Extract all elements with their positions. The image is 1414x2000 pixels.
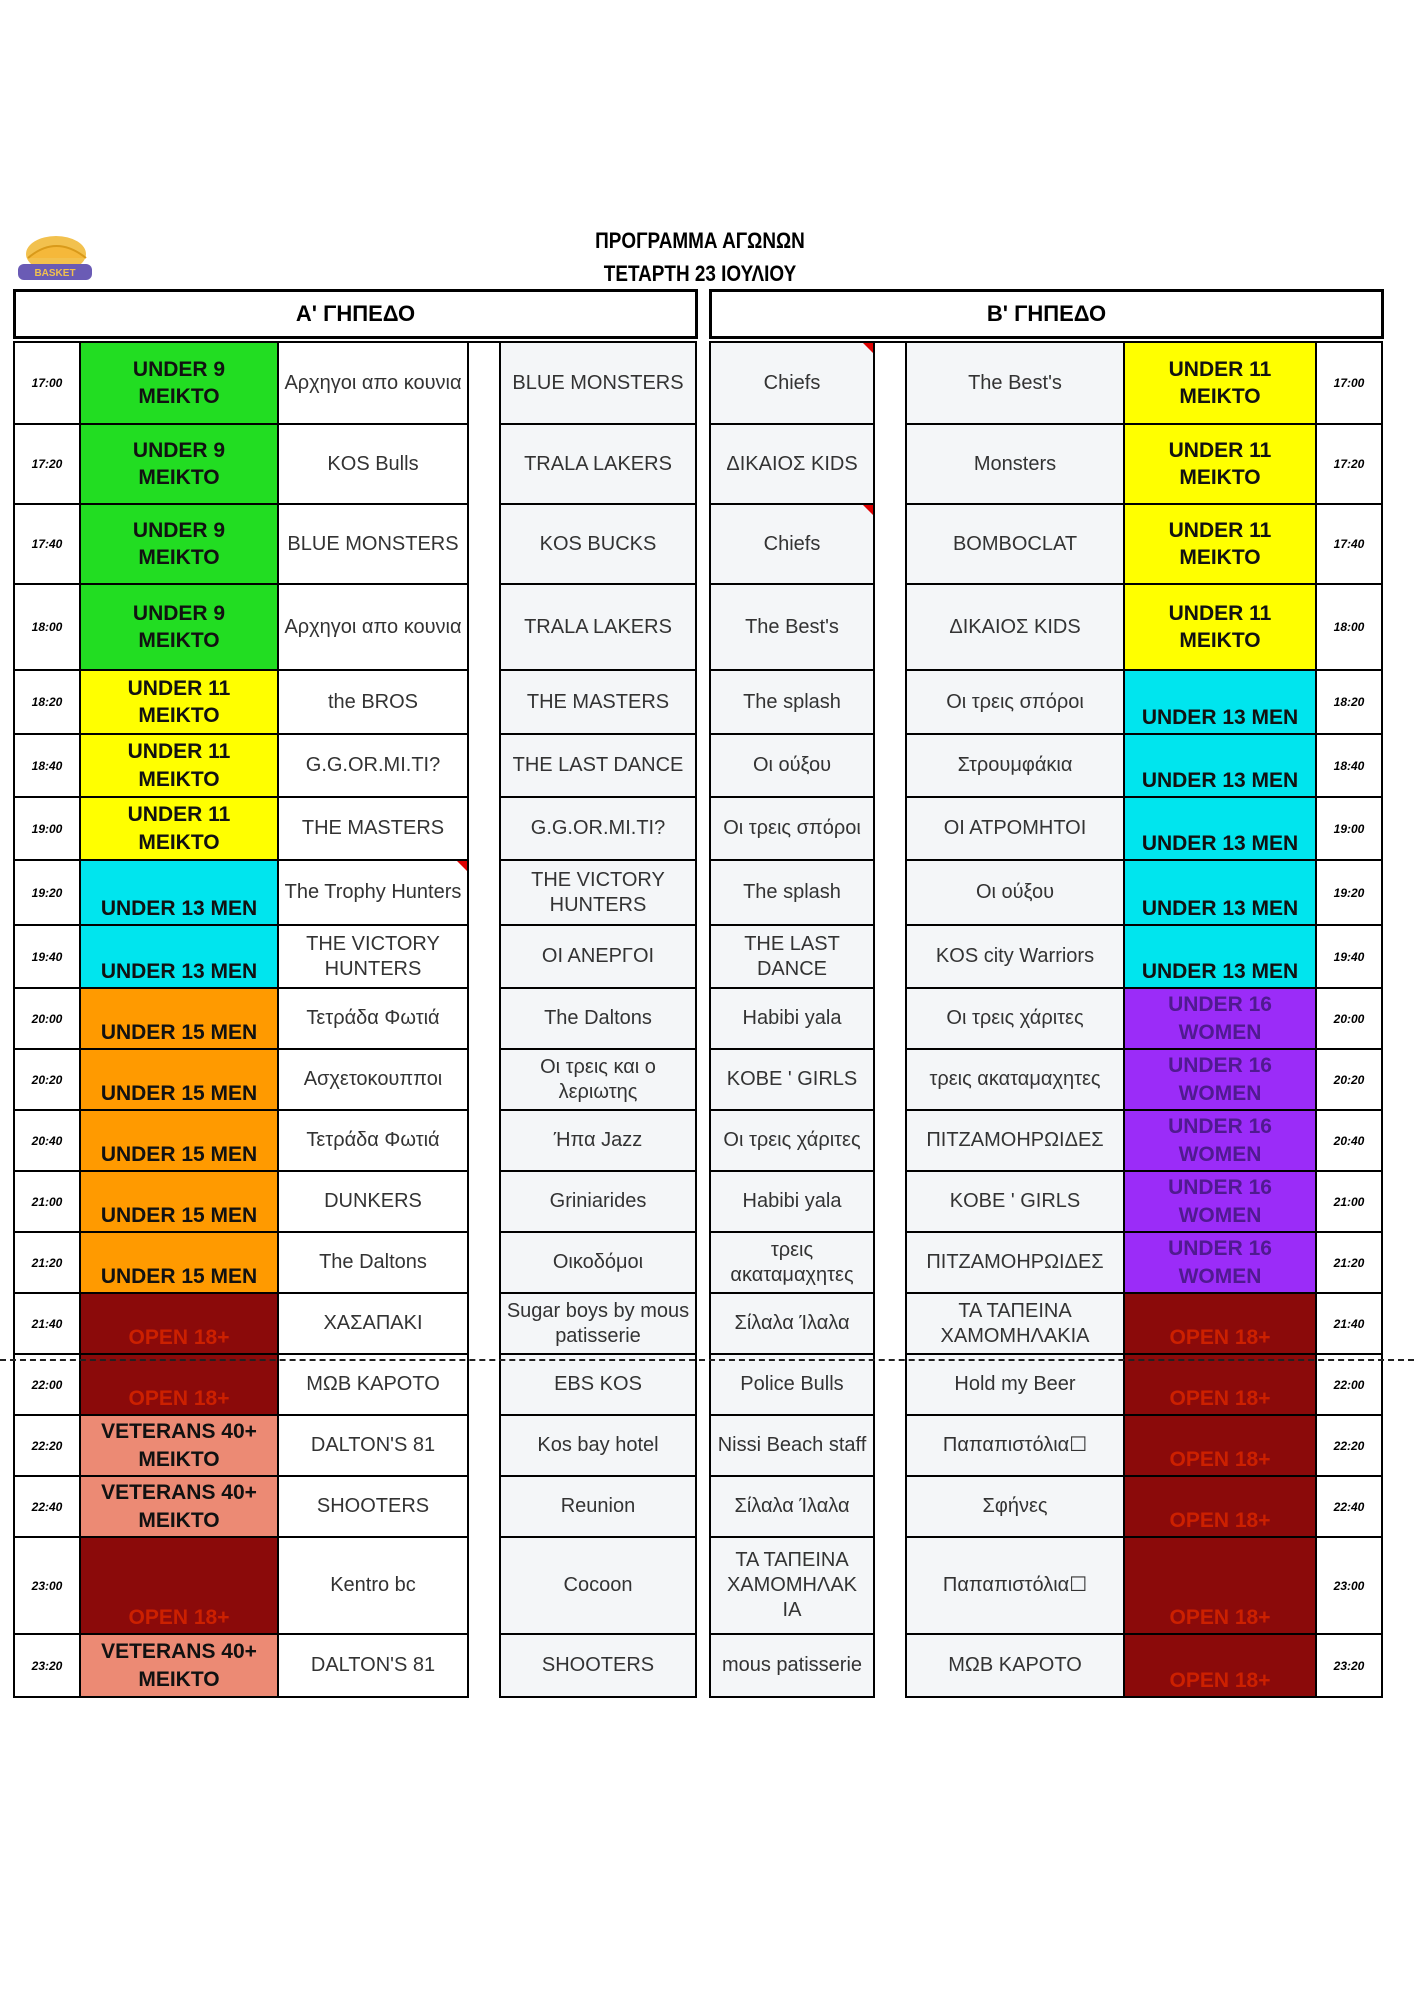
- team-away: Οικοδόμοι: [501, 1233, 697, 1294]
- time-slot: 22:00: [15, 1355, 81, 1416]
- court-b-schedule: [709, 341, 1383, 1698]
- time-slot: 19:00: [15, 798, 81, 861]
- time-slot: 17:40: [15, 505, 81, 585]
- category-label: UNDER 13 MEN: [1141, 959, 1299, 983]
- time-slot: 19:40: [15, 926, 81, 989]
- category-cell: [81, 1416, 279, 1477]
- page-break-line: [0, 1359, 1414, 1361]
- column-gap: [469, 585, 501, 671]
- team-home: Kentro bc: [279, 1538, 469, 1635]
- time-slot: 23:00: [15, 1538, 81, 1635]
- time-slot: 17:00: [1317, 343, 1383, 425]
- category-label: UNDER 13 MEN: [1141, 768, 1299, 792]
- team-away: ΠΙΤΖΑΜΟΗΡΩΙΔΕΣ: [907, 1233, 1125, 1294]
- column-gap: [875, 425, 907, 505]
- category-label: UNDER 11: [1168, 438, 1272, 462]
- time-slot: 23:20: [15, 1635, 81, 1698]
- category-cell: [81, 1477, 279, 1538]
- team-home: G.G.OR.MI.TI?: [279, 735, 469, 798]
- team-away: ΟΙ ΑΝΕΡΓΟΙ: [501, 926, 697, 989]
- team-home: Chiefs: [711, 505, 875, 585]
- category-cell: [81, 735, 279, 798]
- court-a-heading: Α' ΓΗΠΕΔΟ: [13, 289, 698, 339]
- team-home: KOBE ' GIRLS: [711, 1050, 875, 1111]
- category-label: WOMEN: [1178, 1020, 1262, 1044]
- time-slot: 20:20: [15, 1050, 81, 1111]
- team-away: ΤΑ ΤΑΠΕΙΝΑ ΧΑΜΟΜΗΛΑΚΙΑ: [907, 1294, 1125, 1355]
- team-home: Σίλαλα Ίλαλα: [711, 1477, 875, 1538]
- schedule-date: ΤΕΤΑΡΤΗ 23 ΙΟΥΛΙΟΥ: [603, 261, 797, 286]
- category-cell: [81, 1538, 279, 1635]
- team-home: Police Bulls: [711, 1355, 875, 1416]
- category-cell: [81, 1635, 279, 1698]
- team-away: G.G.OR.MI.TI?: [501, 798, 697, 861]
- category-cell: [1125, 1355, 1317, 1416]
- time-slot: 18:40: [1317, 735, 1383, 798]
- category-cell: [81, 989, 279, 1050]
- team-away: EBS KOS: [501, 1355, 697, 1416]
- team-home: THE MASTERS: [279, 798, 469, 861]
- team-home: Οι ούξου: [711, 735, 875, 798]
- category-label: UNDER 15 MEN: [100, 1203, 258, 1227]
- time-slot: 19:20: [15, 861, 81, 926]
- category-label: UNDER 11: [127, 740, 231, 764]
- team-home: BLUE MONSTERS: [279, 505, 469, 585]
- time-slot: 17:40: [1317, 505, 1383, 585]
- column-gap: [469, 861, 501, 926]
- category-label: ΜΕΙΚΤΟ: [138, 1447, 220, 1471]
- category-cell: [81, 671, 279, 735]
- column-gap: [469, 1233, 501, 1294]
- time-slot: 21:00: [15, 1172, 81, 1233]
- column-gap: [469, 1294, 501, 1355]
- team-away: Στρουμφάκια: [907, 735, 1125, 798]
- column-gap: [875, 1233, 907, 1294]
- category-cell: [1125, 1111, 1317, 1172]
- column-gap: [469, 1477, 501, 1538]
- column-gap: [469, 505, 501, 585]
- time-slot: 21:00: [1317, 1172, 1383, 1233]
- team-away: The Best's: [907, 343, 1125, 425]
- category-label: OPEN 18+: [1169, 1605, 1271, 1629]
- category-label: UNDER 16: [1168, 1237, 1272, 1261]
- time-slot: 21:40: [1317, 1294, 1383, 1355]
- category-label: UNDER 9: [132, 438, 226, 462]
- category-label: WOMEN: [1178, 1203, 1262, 1227]
- column-gap: [875, 1416, 907, 1477]
- team-home: The Best's: [711, 585, 875, 671]
- column-gap: [875, 671, 907, 735]
- category-label: OPEN 18+: [1169, 1386, 1271, 1410]
- team-away: SHOOTERS: [501, 1635, 697, 1698]
- category-label: ΜΕΙΚΤΟ: [1179, 385, 1261, 408]
- team-away: Παπαπιστόλια☐: [907, 1416, 1125, 1477]
- time-slot: 21:20: [1317, 1233, 1383, 1294]
- team-away: THE MASTERS: [501, 671, 697, 735]
- court-b-heading: Β' ΓΗΠΕΔΟ: [709, 289, 1384, 339]
- category-label: OPEN 18+: [128, 1605, 230, 1629]
- category-label: VETERANS 40+: [101, 1481, 257, 1505]
- category-label: ΜΕΙΚΤΟ: [138, 830, 220, 854]
- team-home: τρεις ακαταμαχητες: [711, 1233, 875, 1294]
- column-gap: [469, 1635, 501, 1698]
- column-gap: [875, 1050, 907, 1111]
- column-gap: [469, 343, 501, 425]
- team-home: DALTON'S 81: [279, 1635, 469, 1698]
- category-label: ΜΕΙΚΤΟ: [138, 767, 220, 791]
- column-gap: [875, 505, 907, 585]
- team-home: Chiefs: [711, 343, 875, 425]
- category-cell: [81, 1172, 279, 1233]
- column-gap: [469, 1172, 501, 1233]
- category-label: UNDER 15 MEN: [100, 1020, 258, 1044]
- category-cell: [1125, 735, 1317, 798]
- team-home: Αρχηγοι απο κουνια: [279, 585, 469, 671]
- category-cell: [81, 1233, 279, 1294]
- category-cell: [81, 798, 279, 861]
- time-slot: 18:00: [1317, 585, 1383, 671]
- schedule-title: ΠΡΟΓΡΑΜΜΑ ΑΓΩΝΩΝ: [595, 228, 805, 253]
- time-slot: 23:00: [1317, 1538, 1383, 1635]
- column-gap: [875, 926, 907, 989]
- category-cell: [81, 1294, 279, 1355]
- column-gap: [875, 1538, 907, 1635]
- team-away: Monsters: [907, 425, 1125, 505]
- category-label: UNDER 16: [1168, 1176, 1272, 1200]
- team-away: TRALA LAKERS: [501, 425, 697, 505]
- category-cell: [1125, 1416, 1317, 1477]
- time-slot: 20:00: [15, 989, 81, 1050]
- category-cell: [81, 585, 279, 671]
- category-cell: [81, 343, 279, 425]
- team-away: Reunion: [501, 1477, 697, 1538]
- category-label: ΜΕΙΚΤΟ: [1179, 629, 1261, 652]
- category-label: ΜΕΙΚΤΟ: [1179, 466, 1261, 489]
- category-cell: [1125, 585, 1317, 671]
- category-label: UNDER 11: [127, 676, 231, 700]
- team-home: The Daltons: [279, 1233, 469, 1294]
- category-label: UNDER 13 MEN: [100, 896, 258, 920]
- time-slot: 18:40: [15, 735, 81, 798]
- category-cell: [1125, 1538, 1317, 1635]
- time-slot: 20:40: [15, 1111, 81, 1172]
- comment-marker: [863, 505, 873, 515]
- category-cell: [1125, 1635, 1317, 1698]
- category-label: VETERANS 40+: [101, 1420, 257, 1444]
- team-away: Griniarides: [501, 1172, 697, 1233]
- time-slot: 21:40: [15, 1294, 81, 1355]
- team-away: Ήπα Jazz: [501, 1111, 697, 1172]
- category-label: ΜΕΙΚΤΟ: [138, 629, 220, 652]
- team-home: DUNKERS: [279, 1172, 469, 1233]
- column-gap: [875, 989, 907, 1050]
- team-away: ΠΙΤΖΑΜΟΗΡΩΙΔΕΣ: [907, 1111, 1125, 1172]
- team-away: Οι τρεις σπόροι: [907, 671, 1125, 735]
- category-cell: [81, 1050, 279, 1111]
- column-gap: [469, 1355, 501, 1416]
- team-home: Τετράδα Φωτιά: [279, 989, 469, 1050]
- column-gap: [875, 1111, 907, 1172]
- column-gap: [469, 671, 501, 735]
- category-label: ΜΕΙΚΤΟ: [138, 466, 220, 489]
- column-gap: [469, 1538, 501, 1635]
- team-home: The splash: [711, 861, 875, 926]
- team-home: Αρχηγοι απο κουνια: [279, 343, 469, 425]
- team-away: Hold my Beer: [907, 1355, 1125, 1416]
- time-slot: 22:40: [1317, 1477, 1383, 1538]
- column-gap: [875, 1635, 907, 1698]
- category-cell: [81, 926, 279, 989]
- time-slot: 17:20: [15, 425, 81, 505]
- team-away: Παπαπιστόλια☐: [907, 1538, 1125, 1635]
- team-home: Τετράδα Φωτιά: [279, 1111, 469, 1172]
- category-label: UNDER 15 MEN: [100, 1081, 258, 1105]
- category-cell: [81, 505, 279, 585]
- column-gap: [875, 861, 907, 926]
- team-away: BOMBOCLAT: [907, 505, 1125, 585]
- category-label: UNDER 16: [1168, 1054, 1272, 1078]
- team-away: Kos bay hotel: [501, 1416, 697, 1477]
- team-away: KOS city Warriors: [907, 926, 1125, 989]
- category-label: OPEN 18+: [1169, 1325, 1271, 1349]
- category-label: ΜΕΙΚΤΟ: [138, 385, 220, 408]
- time-slot: 17:20: [1317, 425, 1383, 505]
- column-gap: [469, 735, 501, 798]
- column-gap: [469, 1050, 501, 1111]
- category-label: OPEN 18+: [1169, 1508, 1271, 1532]
- time-slot: 22:00: [1317, 1355, 1383, 1416]
- category-cell: [1125, 798, 1317, 861]
- category-label: UNDER 11: [127, 803, 231, 827]
- svg-text:BASKET: BASKET: [34, 268, 76, 279]
- category-cell: [1125, 1294, 1317, 1355]
- team-home: Habibi yala: [711, 989, 875, 1050]
- time-slot: 18:20: [1317, 671, 1383, 735]
- team-home: Οι τρεις χάριτες: [711, 1111, 875, 1172]
- category-label: WOMEN: [1178, 1142, 1262, 1166]
- team-home: DALTON'S 81: [279, 1416, 469, 1477]
- team-home: ΤΑ ΤΑΠΕΙΝΑ ΧΑΜΟΜΗΛΑΚ ΙΑ: [711, 1538, 875, 1635]
- column-gap: [875, 735, 907, 798]
- team-away: Οι ούξου: [907, 861, 1125, 926]
- team-away: Οι τρεις και ο λεριωτης: [501, 1050, 697, 1111]
- team-away: Οι τρεις χάριτες: [907, 989, 1125, 1050]
- column-gap: [875, 1355, 907, 1416]
- category-label: VETERANS 40+: [101, 1640, 257, 1664]
- team-home: The splash: [711, 671, 875, 735]
- category-label: UNDER 13 MEN: [1141, 705, 1299, 729]
- time-slot: 23:20: [1317, 1635, 1383, 1698]
- team-home: ΧΑΣΑΠΑΚΙ: [279, 1294, 469, 1355]
- time-slot: 22:20: [15, 1416, 81, 1477]
- category-cell: [1125, 989, 1317, 1050]
- category-label: UNDER 9: [132, 518, 226, 542]
- team-home: Nissi Beach staff: [711, 1416, 875, 1477]
- team-away: ΔΙΚΑΙΟΣ KIDS: [907, 585, 1125, 671]
- team-away: Sugar boys by mous patisserie: [501, 1294, 697, 1355]
- time-slot: 20:00: [1317, 989, 1383, 1050]
- category-cell: [1125, 861, 1317, 926]
- category-label: ΜΕΙΚΤΟ: [138, 546, 220, 569]
- category-label: UNDER 9: [132, 601, 226, 625]
- category-label: UNDER 15 MEN: [100, 1264, 258, 1288]
- time-slot: 19:00: [1317, 798, 1383, 861]
- column-gap: [469, 926, 501, 989]
- team-home: Σίλαλα Ίλαλα: [711, 1294, 875, 1355]
- category-label: UNDER 11: [1168, 357, 1272, 381]
- category-cell: [1125, 1050, 1317, 1111]
- category-cell: [1125, 425, 1317, 505]
- time-slot: 20:20: [1317, 1050, 1383, 1111]
- category-cell: [81, 1111, 279, 1172]
- team-home: Ασχετοκουπποι: [279, 1050, 469, 1111]
- column-gap: [875, 1172, 907, 1233]
- team-home: The Trophy Hunters: [279, 861, 469, 926]
- team-home: KOS Bulls: [279, 425, 469, 505]
- category-label: WOMEN: [1178, 1081, 1262, 1105]
- category-cell: [1125, 926, 1317, 989]
- team-home: THE VICTORY HUNTERS: [279, 926, 469, 989]
- column-gap: [469, 1416, 501, 1477]
- column-gap: [875, 343, 907, 425]
- team-home: ΜΩΒ ΚΑΡΟΤΟ: [279, 1355, 469, 1416]
- time-slot: 22:20: [1317, 1416, 1383, 1477]
- time-slot: 18:20: [15, 671, 81, 735]
- category-cell: [1125, 1233, 1317, 1294]
- category-label: OPEN 18+: [128, 1386, 230, 1410]
- team-away: ΜΩΒ ΚΑΡΟΤΟ: [907, 1635, 1125, 1698]
- column-gap: [469, 425, 501, 505]
- time-slot: 18:00: [15, 585, 81, 671]
- time-slot: 20:40: [1317, 1111, 1383, 1172]
- category-label: OPEN 18+: [1169, 1668, 1271, 1692]
- time-slot: 17:00: [15, 343, 81, 425]
- category-label: ΜΕΙΚΤΟ: [138, 1667, 220, 1691]
- column-gap: [469, 798, 501, 861]
- team-home: THE LAST DANCE: [711, 926, 875, 989]
- category-label: UNDER 11: [1168, 601, 1272, 625]
- category-cell: [81, 1355, 279, 1416]
- category-label: UNDER 13 MEN: [1141, 896, 1299, 920]
- category-label: OPEN 18+: [128, 1325, 230, 1349]
- category-label: ΜΕΙΚΤΟ: [138, 1508, 220, 1532]
- column-gap: [875, 585, 907, 671]
- column-gap: [469, 1111, 501, 1172]
- category-cell: [81, 861, 279, 926]
- time-slot: 21:20: [15, 1233, 81, 1294]
- category-label: WOMEN: [1178, 1264, 1262, 1288]
- category-label: UNDER 9: [132, 357, 226, 381]
- team-away: Cocoon: [501, 1538, 697, 1635]
- category-label: UNDER 13 MEN: [1141, 831, 1299, 855]
- team-home: ΔΙΚΑΙΟΣ KIDS: [711, 425, 875, 505]
- team-away: KOS BUCKS: [501, 505, 697, 585]
- team-away: BLUE MONSTERS: [501, 343, 697, 425]
- team-away: THE LAST DANCE: [501, 735, 697, 798]
- team-home: SHOOTERS: [279, 1477, 469, 1538]
- category-cell: [1125, 671, 1317, 735]
- category-cell: [1125, 505, 1317, 585]
- category-label: UNDER 16: [1168, 993, 1272, 1017]
- category-cell: [1125, 1477, 1317, 1538]
- team-home: Οι τρεις σπόροι: [711, 798, 875, 861]
- team-away: Σφήνες: [907, 1477, 1125, 1538]
- category-cell: [81, 425, 279, 505]
- team-away: ΟΙ ΑΤΡΟΜΗΤΟΙ: [907, 798, 1125, 861]
- column-gap: [875, 798, 907, 861]
- category-cell: [1125, 1172, 1317, 1233]
- category-label: UNDER 15 MEN: [100, 1142, 258, 1166]
- court-a-schedule: [13, 341, 697, 1698]
- category-label: UNDER 11: [1168, 518, 1272, 542]
- category-label: ΜΕΙΚΤΟ: [138, 704, 220, 727]
- category-label: UNDER 13 MEN: [100, 959, 258, 983]
- tournament-logo: [14, 228, 96, 288]
- time-slot: 22:40: [15, 1477, 81, 1538]
- team-home: mous patisserie: [711, 1635, 875, 1698]
- team-home: the BROS: [279, 671, 469, 735]
- team-away: τρεις ακαταμαχητες: [907, 1050, 1125, 1111]
- time-slot: 19:20: [1317, 861, 1383, 926]
- team-away: THE VICTORY HUNTERS: [501, 861, 697, 926]
- category-label: ΜΕΙΚΤΟ: [1179, 546, 1261, 569]
- category-label: OPEN 18+: [1169, 1447, 1271, 1471]
- comment-marker: [863, 343, 873, 353]
- column-gap: [875, 1294, 907, 1355]
- team-away: TRALA LAKERS: [501, 585, 697, 671]
- team-home: Habibi yala: [711, 1172, 875, 1233]
- team-away: KOBE ' GIRLS: [907, 1172, 1125, 1233]
- time-slot: 19:40: [1317, 926, 1383, 989]
- comment-marker: [457, 861, 467, 871]
- category-cell: [1125, 343, 1317, 425]
- column-gap: [469, 989, 501, 1050]
- column-gap: [875, 1477, 907, 1538]
- category-label: UNDER 16: [1168, 1115, 1272, 1139]
- team-away: The Daltons: [501, 989, 697, 1050]
